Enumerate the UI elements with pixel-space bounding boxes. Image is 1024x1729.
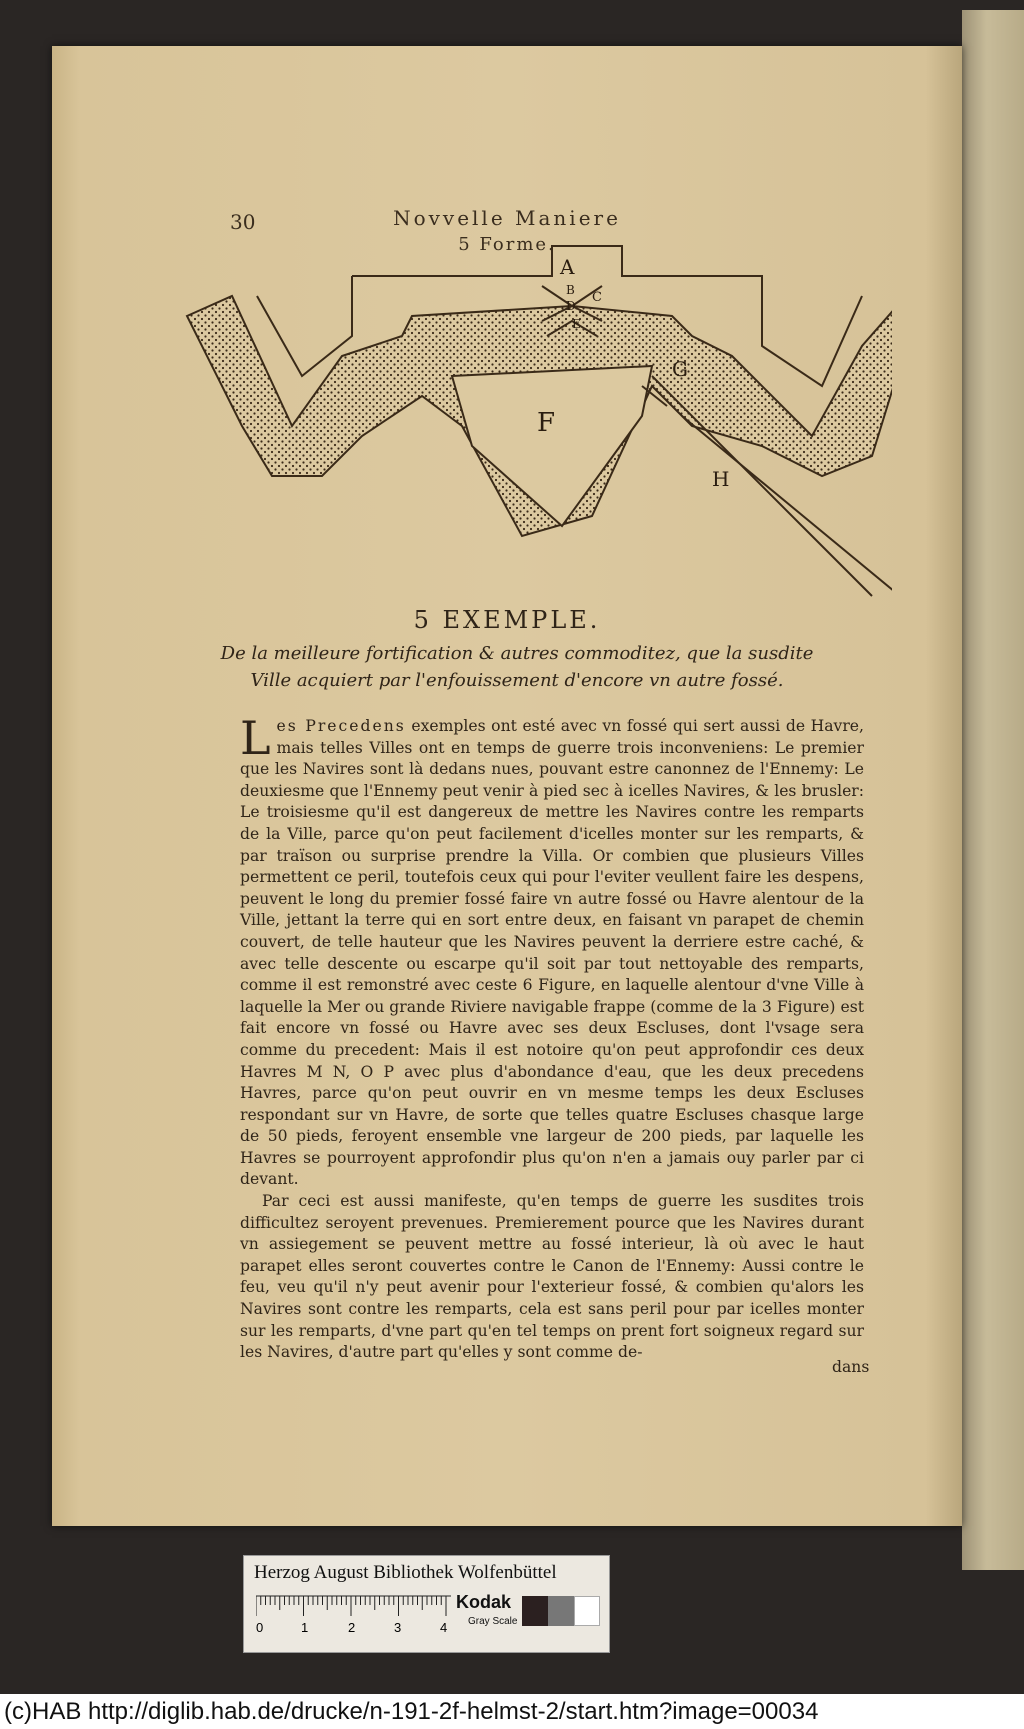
paragraph-1-text: exemples ont esté avec vn fossé qui sert aussi de Havre, mais telles Villes ont en temps de guerre trois inconveniens: Le premier que les Navires sont là dedans nues, pouvant estre canonnez de l'Ennemy: Le deuxiesme que l'Ennemy peut venir à pied sec à icelles Navires, & les brusler: Le troisiesme qu'il est dangereux de mettre les Navires contre les remparts de la Ville, parce qu'on peut facilement d'icelles monter sur les remparts, & par traïson ou surprise prendre la Villa. Or combien que plusieurs Villes permettent ce peril, toutefois ceux qui pour l'eviter veullent faire les despens, peuvent le long du premier fossé faire vn autre fossé ou Havre alentour de la Ville, jettant la terre qui en sort entre deux, en faisant vn parapet de chemin couvert, de telle hauteur que les Navires peuvent la derriere estre caché, & avec telle descente ou escarpe qu'il soit par tout nettoyable des remparts, comme il est remonstré avec ceste 6 Figure, en laquelle alentour d'vne Ville à laquelle la Mer ou grande Riviere navigable frappe (comme de la 3 Figure) est fait encore vn fossé ou Havre avec ses deux Escluses, dont l'vsage sera comme du precedent: Mais il est notoire qu'on peut approfondir ces deux Havres M N, O P avec plus d'abondance d'eau, que les deux precedens Havres, parce qu'on peut ouvrir en vn mesme temps les deux Escluses respondant sur vn Havre, de sorte que telles quatre Escluses chasque large de 50 pieds, feroyent ensemble vne largeur de 200 pieds, par laquelle les Havres se pourroyent approfondir plus qu'on n'en a jamais ouy parler par ci devant.: [240, 717, 864, 1189]
paragraph-2: Par ceci est aussi manifeste, qu'en temps de guerre les susdites trois difficultez seroyent prevenues. Premierement pource que les Navires durant vn assiegement se peuvent mettre au fossé interieur, là où avec le haut parapet elles seront couvertes contre le Canon de l'Ennemy: Aussi contre le feu, veu qu'il n'y peut avenir pour l'exterieur fossé, & combien qu'alors les Navires sont contre les remparts, cela est sans peril pour par icelles monter sur les remparts, d'vne part qu'en tel temps on prent fort soigneux regard sur les Navires, d'autre part qu'elles y sont comme de-: [240, 1192, 864, 1362]
label-g: G: [672, 357, 688, 381]
label-h: H: [712, 467, 730, 491]
library-name: Herzog August Bibliothek Wolfenbüttel: [254, 1562, 557, 1583]
scale-4: 4: [440, 1620, 448, 1634]
kodak-logo: Kodak: [456, 1592, 512, 1612]
book-page: [52, 46, 962, 1526]
label-d: D: [566, 299, 576, 313]
patch-white: [574, 1596, 600, 1626]
forme-label: 5 Forme.: [458, 234, 556, 255]
gray-patches: [522, 1596, 600, 1626]
body-text: [240, 711, 864, 1364]
color-target-card: [243, 1555, 610, 1653]
label-e: E: [572, 317, 581, 331]
label-a: A: [560, 255, 575, 279]
example-title: 5 EXEMPLE.: [413, 606, 601, 634]
scale-2: 2: [348, 1620, 356, 1634]
gray-scale-label: Gray Scale: [468, 1616, 518, 1627]
page-number: 30: [230, 210, 256, 234]
scale-1: 1: [301, 1620, 309, 1634]
patch-mid: [548, 1596, 574, 1626]
first-words: es Precedens: [276, 717, 406, 735]
catchword: dans: [832, 1358, 870, 1376]
adjacent-page-edge: [962, 10, 1024, 1570]
scale-3: 3: [394, 1620, 402, 1634]
page-header: [52, 162, 962, 255]
label-f: F: [537, 408, 556, 438]
ruler-scale: [256, 1594, 456, 1634]
drop-cap: L: [240, 711, 271, 765]
label-b: B: [566, 283, 575, 297]
paragraph-1: [240, 711, 864, 1191]
patch-dark: [522, 1596, 548, 1626]
scale-0: 0: [256, 1620, 264, 1634]
label-c: C: [592, 290, 602, 305]
fortification-diagram: [172, 226, 892, 606]
running-head: Novvelle Maniere: [393, 206, 621, 230]
copyright-footer: (c)HAB http://diglib.hab.de/drucke/n-191-2f-helmst-2/start.htm?image=00034: [0, 1694, 1024, 1729]
example-subtitle: De la meilleure fortification & autres commoditez, que la susdite Ville acquiert par l'enfouissement d'encore vn autre fossé.: [220, 643, 814, 691]
